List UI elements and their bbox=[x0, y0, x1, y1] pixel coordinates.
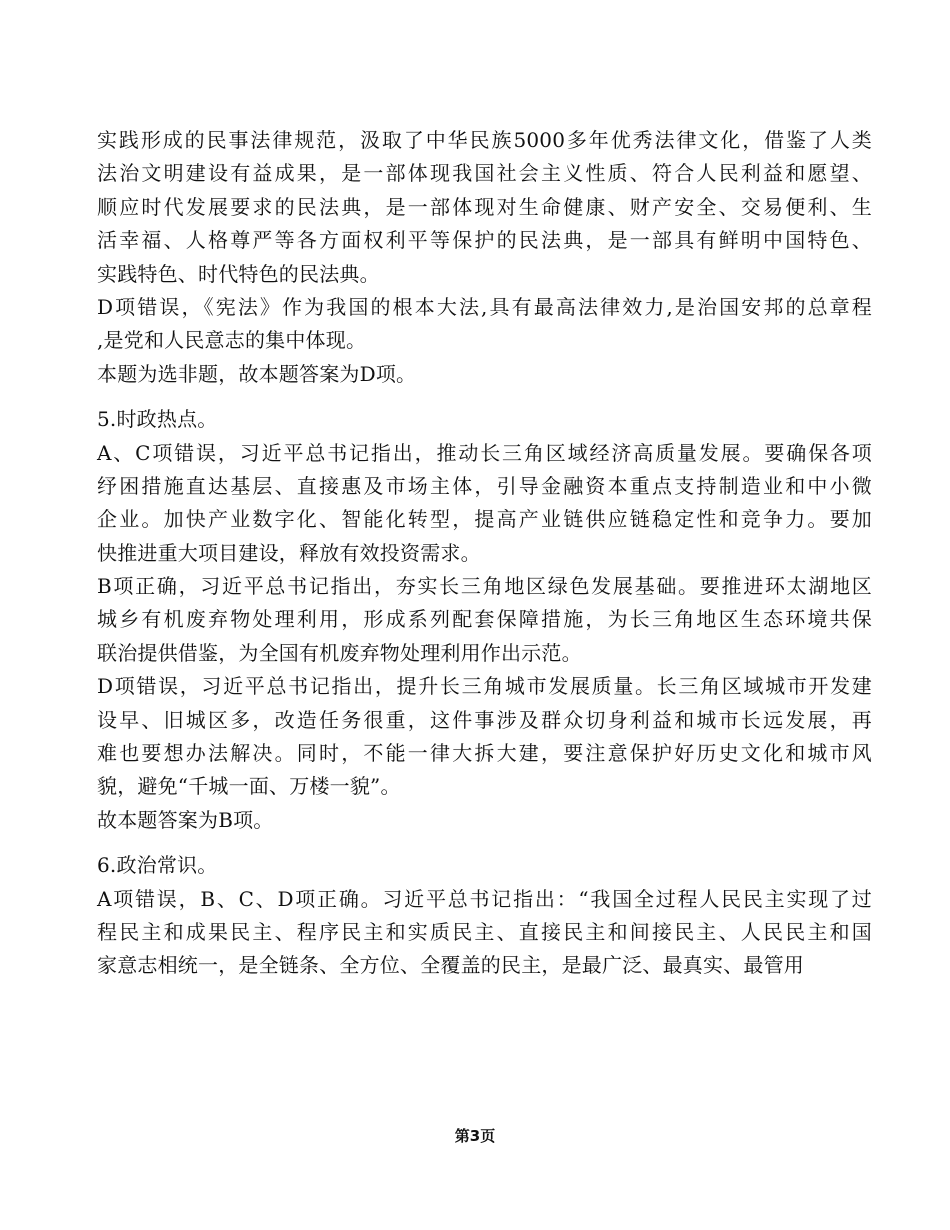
text-line: 顺应时代发展要求的民法典，是一部体现对生命健康、财产安全、交易便利、生 bbox=[97, 194, 872, 219]
text-line: 快推进重大项目建设，释放有效投资需求。 bbox=[97, 540, 481, 565]
text-line: ,是党和人民意志的集中体现。 bbox=[97, 328, 367, 353]
text-line: 程民主和成果民主、程序民主和实质民主、直接民主和间接民主、人民民主和国 bbox=[97, 919, 872, 944]
text-line: D项错误，习近平总书记指出，提升长三角城市发展质量。长三角区域城市开发建 bbox=[97, 674, 872, 699]
paragraph-p1 bbox=[97, 124, 872, 291]
document-body bbox=[97, 124, 872, 983]
text-line: 实践特色、时代特色的民法典。 bbox=[97, 261, 380, 286]
text-line: 企业。加快产业数字化、智能化转型，提高产业链供应链稳定性和竞争力。要加 bbox=[97, 507, 872, 532]
paragraph-p7 bbox=[97, 670, 872, 804]
text-line: 5.时政热点。 bbox=[97, 407, 218, 432]
text-line: A、C项错误，习近平总书记指出，推动长三角区域经济高质量发展。要确保各项 bbox=[97, 440, 872, 465]
text-line: 本题为选非题，故本题答案为D项。 bbox=[97, 361, 417, 386]
text-line: 家意志相统一，是全链条、全方位、全覆盖的民主，是最广泛、最真实、最管用 bbox=[97, 953, 804, 978]
text-line: 法治文明建设有益成果，是一部体现我国社会主义性质、符合人民利益和愿望、 bbox=[97, 161, 872, 186]
text-line: 联治提供借鉴，为全国有机废弃物处理利用作出示范。 bbox=[97, 640, 582, 665]
text-line: 纾困措施直达基层、直接惠及市场主体，引导金融资本重点支持制造业和中小微 bbox=[97, 473, 872, 498]
text-line: 实践形成的民事法律规范，汲取了中华民族5000多年优秀法律文化，借鉴了人类 bbox=[97, 128, 872, 152]
text-line: 6.政治常识。 bbox=[97, 853, 218, 878]
paragraph-p10 bbox=[97, 883, 872, 983]
page-number: 第3页 bbox=[454, 1127, 496, 1145]
text-line: 故本题答案为B项。 bbox=[97, 807, 274, 832]
paragraph-p4 bbox=[97, 403, 872, 436]
paragraph-p2 bbox=[97, 291, 872, 358]
text-line: 难也要想办法解决。同时，不能一律大拆大建，要注意保护好历史文化和城市风 bbox=[97, 741, 872, 766]
text-line: 活幸福、人格尊严等各方面权利平等保护的民法典，是一部具有鲜明中国特色、 bbox=[97, 228, 872, 253]
text-line: 貌，避免“千城一面、万楼一貌”。 bbox=[97, 774, 401, 799]
text-line: 城乡有机废弃物处理利用，形成系列配套保障措施，为长三角地区生态环境共保 bbox=[97, 607, 872, 632]
paragraph-p3 bbox=[97, 358, 872, 391]
text-line: D项错误，《宪法》作为我国的根本大法,具有最高法律效力,是治国安邦的总章程 bbox=[97, 294, 872, 319]
text-line: A项错误，B、C、D项正确。习近平总书记指出：“我国全过程人民民主实现了过 bbox=[97, 886, 872, 911]
text-line: B项正确，习近平总书记指出，夯实长三角地区绿色发展基础。要推进环太湖地区 bbox=[97, 574, 872, 599]
text-line: 设早、旧城区多，改造任务很重，这件事涉及群众切身利益和城市长远发展，再 bbox=[97, 707, 872, 732]
paragraph-p5 bbox=[97, 437, 872, 571]
paragraph-p6 bbox=[97, 570, 872, 670]
paragraph-p8 bbox=[97, 804, 872, 837]
paragraph-p9 bbox=[97, 849, 872, 882]
